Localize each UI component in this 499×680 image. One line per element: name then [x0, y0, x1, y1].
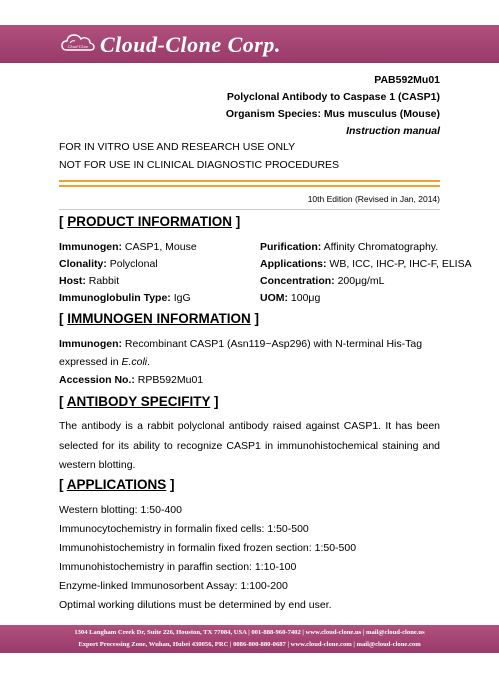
application-line: Western blotting: 1:50-400 — [59, 504, 182, 516]
product-name: Polyclonal Antibody to Caspase 1 (CASP1) — [226, 91, 440, 103]
edition-divider — [59, 209, 440, 210]
edition-note: 10th Edition (Revised in Jan, 2014) — [307, 194, 440, 204]
accession-number: Accession No.: RPB592Mu01 — [59, 374, 204, 386]
section-heading-immunogen-information: [ IMMUNOGEN INFORMATION ] — [59, 311, 259, 326]
clinical-use-notice: NOT FOR USE IN CLINICAL DIAGNOSTIC PROCEDURES — [59, 159, 340, 171]
research-use-notice: FOR IN VITRO USE AND RESEARCH USE ONLY — [59, 141, 296, 153]
application-line: Immunohistochemistry in paraffin section: 1:10-100 — [59, 561, 297, 573]
document-type: Instruction manual — [346, 125, 440, 137]
field-concentration: Concentration: 200μg/mL — [260, 275, 385, 287]
field-uom: UOM: 100μg — [260, 292, 321, 304]
orange-divider — [59, 180, 440, 182]
section-heading-applications: [ APPLICATIONS ] — [59, 477, 175, 492]
immunogen-description: Immunogen: Recombinant CASP1 (Asn119~Asp296) with N-terminal His-Tag — [59, 338, 423, 350]
antibody-specifity-text: The antibody is a rabbit polyclonal antibody raised against CASP1. It has been selected for its ability to recognize CASP1 in immunohistochemical staining and western blotting. — [59, 420, 440, 471]
cloud-logo-icon — [60, 31, 96, 55]
expression-host: expressed in E.coli. — [59, 356, 151, 368]
organism-species: Organism Species: Mus musculus (Mouse) — [225, 108, 440, 120]
section-heading-product-information: [ PRODUCT INFORMATION ] — [59, 214, 241, 229]
footer-address-usa: 1304 Langham Creek Dr, Suite 226, Houston, TX 77084, USA | 001-888-960-7402 | www.cloud-clone.us | mail@cloud-clone.us — [74, 629, 425, 636]
field-clonality: Clonality: Polyclonal — [59, 258, 158, 270]
application-line: Optimal working dilutions must be determined by end user. — [59, 599, 332, 611]
footer-address-china: Export Processing Zone, Wuhan, Hubei 430056, PRC | 0086-800-880-0687 | www.cloud-clone.com | mail@cloud-clone.com — [78, 641, 421, 648]
logo-text: Cloud-Clone — [67, 44, 89, 49]
section-heading-antibody-specifity: [ ANTIBODY SPECIFITY ] — [59, 394, 219, 409]
application-line: Immunocytochemistry in formalin fixed cells: 1:50-500 — [59, 523, 309, 535]
field-purification: Purification: Affinity Chromatography. — [260, 241, 439, 253]
application-line: Enzyme-linked Immunosorbent Assay: 1:100-200 — [59, 580, 288, 592]
application-line: Immunohistochemistry in formalin fixed frozen section: 1:50-500 — [59, 542, 357, 554]
field-immunoglobulin-type: Immunoglobulin Type: IgG — [59, 292, 191, 304]
field-immunogen: Immunogen: CASP1, Mouse — [59, 241, 197, 253]
product-code: PAB592Mu01 — [374, 74, 440, 86]
field-applications: Applications: WB, ICC, IHC-P, IHC-F, ELISA — [260, 258, 472, 270]
brand-name: Cloud-Clone Corp. — [100, 32, 281, 57]
field-host: Host: Rabbit — [59, 275, 120, 287]
orange-divider — [59, 185, 440, 187]
